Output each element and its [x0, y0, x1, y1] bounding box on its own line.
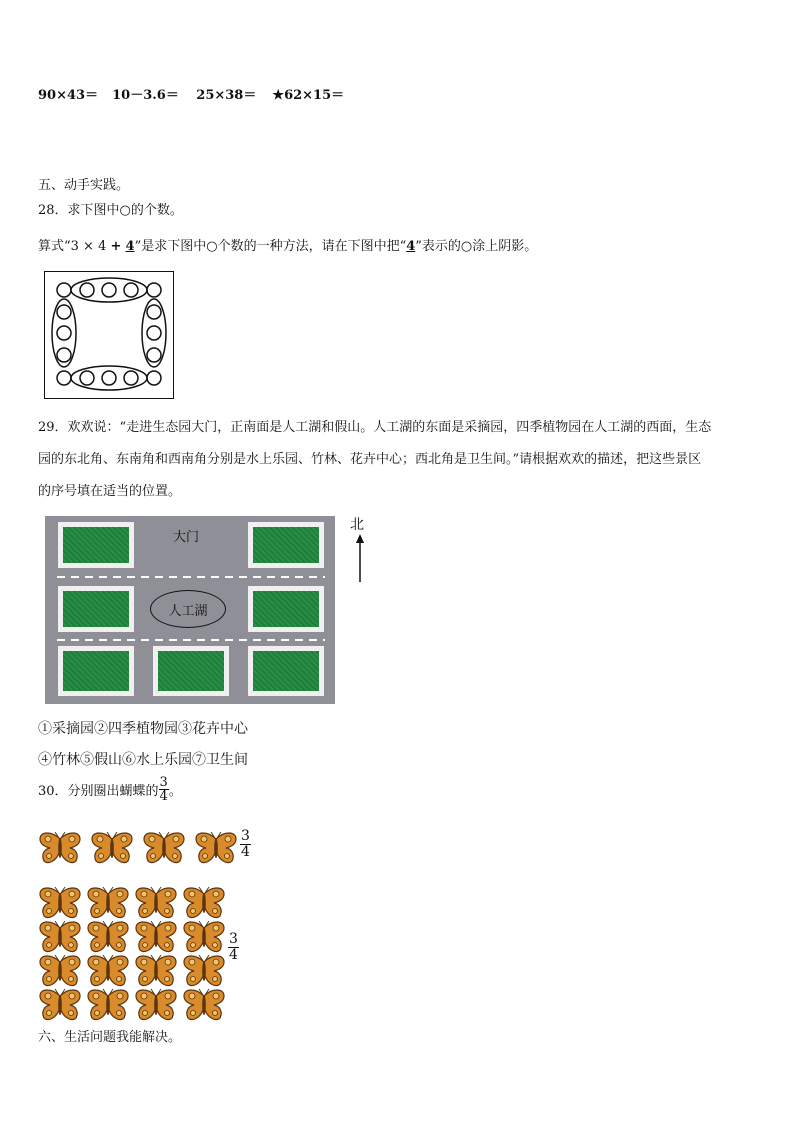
q30-prefix: 30．分别圈出蝴蝶的	[38, 784, 159, 799]
formula-mid: ”是求下图中○个数的一种方法，请在下图中把“	[134, 239, 407, 254]
map-block-sw[interactable]	[58, 646, 134, 696]
butterfly-icon[interactable]	[182, 954, 226, 988]
circles-figure	[44, 271, 174, 399]
map-block-ne[interactable]	[248, 522, 324, 568]
group-ellipse-right	[142, 299, 166, 367]
butterfly-group-1	[38, 831, 238, 865]
map-block-west[interactable]	[58, 586, 134, 632]
group2-fraction	[228, 932, 239, 963]
section6-title: 六、生活问题我能解决。	[38, 1030, 182, 1045]
butterfly-icon[interactable]	[134, 886, 178, 920]
circle[interactable]	[147, 371, 161, 385]
calc-item-4: ★62×15＝	[272, 88, 345, 103]
butterfly-icon[interactable]	[134, 920, 178, 954]
butterfly-icon[interactable]	[90, 831, 134, 865]
group1-frac-den: 4	[241, 844, 250, 860]
map-block-east[interactable]	[248, 586, 324, 632]
circle[interactable]	[147, 283, 161, 297]
butterfly-icon[interactable]	[182, 988, 226, 1022]
q28-title: 28．求下图中○的个数。	[38, 203, 183, 218]
map-block-south[interactable]	[153, 646, 229, 696]
butterfly-icon[interactable]	[86, 920, 130, 954]
north-arrow-icon	[354, 534, 366, 584]
q30-frac-num: 3	[159, 775, 168, 790]
circle[interactable]	[80, 283, 94, 297]
circle[interactable]	[147, 305, 161, 319]
road-marking	[57, 639, 325, 641]
q30-suffix: 。	[168, 784, 182, 799]
circle[interactable]	[57, 326, 71, 340]
butterfly-icon[interactable]	[38, 954, 82, 988]
butterfly-icon[interactable]	[142, 831, 186, 865]
section5-title: 五、动手实践。	[38, 178, 130, 193]
circle[interactable]	[124, 371, 138, 385]
calc-item-3: 25×38＝	[196, 88, 257, 103]
calc-row	[38, 84, 344, 103]
formula-four-2: 4	[406, 239, 416, 254]
butterfly-group-2	[38, 886, 238, 1022]
calc-item-2: 10－3.6＝	[112, 88, 179, 103]
q29-line1: 29．欢欢说：“走进生态园大门，正南面是人工湖和假山。人工湖的东面是采摘园，四季植物园在人工湖的西面，生态	[38, 420, 712, 435]
q30-title	[38, 776, 182, 803]
circle[interactable]	[102, 371, 116, 385]
formula-suffix: ”表示的○涂上阴影。	[415, 239, 538, 254]
butterfly-icon[interactable]	[182, 920, 226, 954]
butterfly-icon[interactable]	[38, 920, 82, 954]
circle[interactable]	[102, 283, 116, 297]
circle[interactable]	[57, 305, 71, 319]
q29-legend2: ④竹林⑤假山⑥水上乐园⑦卫生间	[38, 752, 248, 768]
map-lake-label: 人工湖	[168, 603, 208, 619]
group2-frac-den: 4	[229, 947, 238, 963]
butterfly-icon[interactable]	[86, 886, 130, 920]
formula-plus: +	[110, 239, 122, 254]
q28-formula	[38, 235, 537, 254]
circle[interactable]	[80, 371, 94, 385]
formula-four: 4	[125, 239, 135, 254]
q29-legend1: ①采摘园②四季植物园③花卉中心	[38, 721, 248, 737]
circle[interactable]	[57, 283, 71, 297]
group2-frac-num: 3	[229, 931, 238, 947]
map-gate-label: 大门	[173, 530, 200, 545]
group1-fraction	[240, 829, 251, 860]
map-block-se[interactable]	[248, 646, 324, 696]
butterfly-icon[interactable]	[194, 831, 238, 865]
circle[interactable]	[124, 283, 138, 297]
circle[interactable]	[57, 371, 71, 385]
north-label: 北	[350, 517, 364, 533]
butterfly-icon[interactable]	[86, 954, 130, 988]
q29-line3: 的序号填在适当的位置。	[38, 484, 182, 499]
circle[interactable]	[147, 326, 161, 340]
park-map	[45, 516, 335, 704]
q30-frac-den: 4	[159, 789, 168, 804]
q30-fraction	[159, 776, 169, 803]
group-ellipse-top	[71, 278, 147, 302]
butterfly-icon[interactable]	[86, 988, 130, 1022]
map-block-nw[interactable]	[58, 522, 134, 568]
butterfly-icon[interactable]	[38, 886, 82, 920]
map-lake[interactable]	[150, 590, 226, 628]
q29-line2: 园的东北角、东南角和西南角分别是水上乐园、竹林、花卉中心；西北角是卫生间。”请根据欢欢的描述，把这些景区	[38, 452, 702, 467]
formula-prefix: 算式“3 × 4	[38, 239, 111, 254]
group-ellipse-left	[52, 299, 76, 367]
calc-item-1: 90×43＝	[38, 88, 99, 103]
road-marking	[57, 576, 325, 578]
butterfly-icon[interactable]	[134, 954, 178, 988]
butterfly-icon[interactable]	[134, 988, 178, 1022]
butterfly-icon[interactable]	[182, 886, 226, 920]
circles-svg	[45, 272, 173, 398]
group-ellipse-bottom	[71, 366, 147, 390]
butterfly-icon[interactable]	[38, 988, 82, 1022]
butterfly-icon[interactable]	[38, 831, 82, 865]
group1-frac-num: 3	[241, 828, 250, 844]
circle[interactable]	[57, 348, 71, 362]
circle[interactable]	[147, 348, 161, 362]
